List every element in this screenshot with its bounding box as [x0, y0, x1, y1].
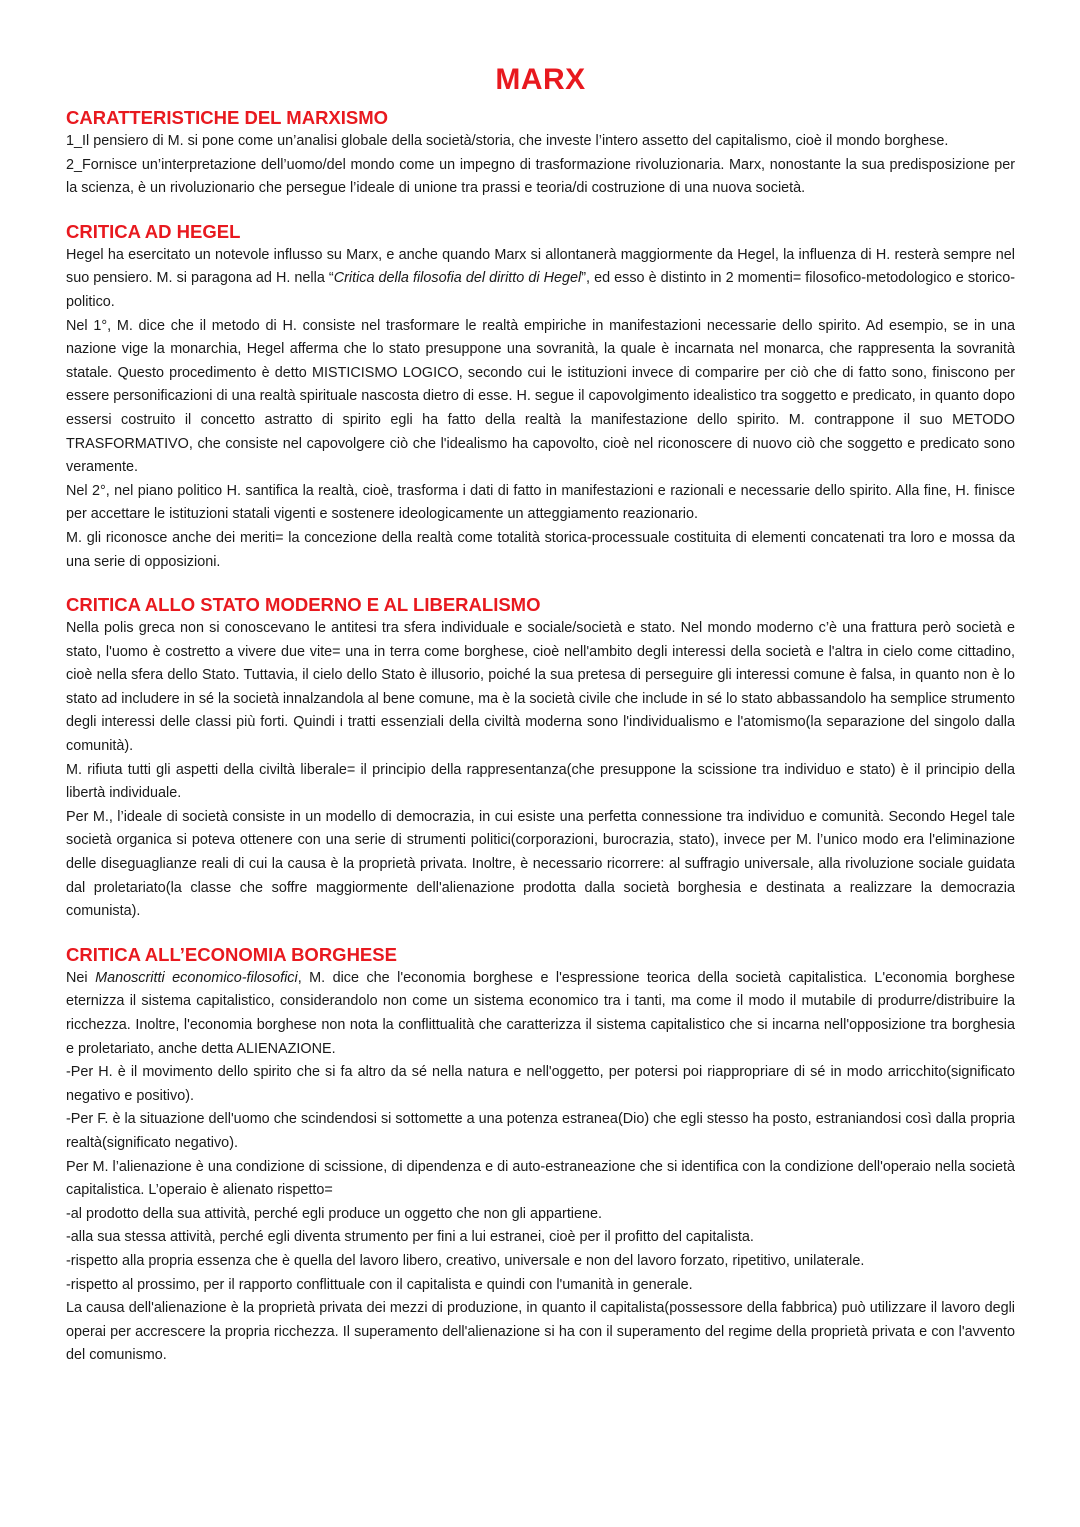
section-heading: CARATTERISTICHE DEL MARXISMO — [66, 107, 389, 128]
section-critica-economia — [66, 943, 1015, 1368]
paragraph: Per M. l’alienazione è una condizione di scissione, di dipendenza e di auto-estraneazione che si identifica con la condizione dell'operaio nella società capitalistica. L’operaio è alienato rispetto= — [66, 1158, 1015, 1199]
section-critica-stato-moderno — [66, 593, 1015, 924]
text-run: , M. dice che l'economia borghese e l'espressione teorica della società capitalistica. L'economia borghese eternizza il sistema capitalistico, considerandolo non come un sistema economico tra i tanti, ma come il modo il mutabile di produrre/distribuire la ricchezza. Inoltre, l'economia borghese non nota la conflittualità che caratterizza il sistema capitalistico che si incarna nell'opposizione tra borghesia e proletariato, anche detta ALIENAZIONE. — [66, 969, 1016, 1057]
list-item: -rispetto al prossimo, per il rapporto conflittuale con il capitalista e quindi con l'umanità in generale. — [66, 1276, 693, 1293]
text-run: Nei — [66, 969, 96, 986]
page-title: MARX — [495, 63, 586, 96]
paragraph: Nella polis greca non si conoscevano le antitesi tra sfera individuale e sociale/società e stato. Nel mondo moderno c’è una frattura però società e stato, l'uomo è costretto a vivere due vite= una in terra come borghese, cioè nell'ambito degli interessi della società e l'altra in cielo come cittadino, cioè nella sfera dello Stato. Tuttavia, il cielo dello Stato è illusorio, poiché la sua pretesa di perseguire gli interessi comune è falsa, in quanto non è lo stato ad includere in sé la società innalzandola al bene comune, ma è la società civile che include in sé lo stato abbassandolo ha semplice strumento degli interessi delle classi più forti. Quindi i tratti essenziali della civiltà moderna sono l'individualismo e l'atomismo(la separazione del singolo dalla comunità). — [66, 620, 1015, 755]
paragraph: 2_Fornisce un’interpretazione dell’uomo/del mondo come un impegno di trasformazione rivoluzionaria. Marx, nonostante la sua predisposizione per la scienza, è un rivoluzionario che persegue l’ideale di unione tra prassi e teoria/di costruzione di una nuova società. — [66, 156, 1015, 197]
paragraph: Nel 2°, nel piano politico H. santifica la realtà, cioè, trasforma i dati di fatto in manifestazioni e razionali e necessarie dello spirito. Alla fine, H. finisce per accettare le istituzioni statali vigenti e sostenere ideologicamente un atteggiamento reazionario. — [66, 482, 1015, 523]
paragraph: Per M., l’ideale di società consiste in un modello di democrazia, in cui esiste una perfetta connessione tra individuo e comunità. Secondo Hegel tale società organica si poteva ottenere con una serie di strumenti politici(corporazioni, burocrazia, stato), invece per M. l’unico modo era l'eliminazione delle diseguaglianze reali di cui la causa è la proprietà privata. Inoltre, è necessario ricorrere: al suffragio universale, alla rivoluzione sociale guidata dal proletariato(la classe che soffre maggiormente dell'alienazione prodotta dalla società borghesia e destinata a realizzare la democrazia comunista). — [66, 808, 1015, 920]
list-item: -alla sua stessa attività, perché egli diventa strumento per fini a lui estranei, cioè per il profitto del capitalista. — [66, 1229, 754, 1246]
work-title: Critica della filosofia del diritto di Hegel — [333, 270, 582, 287]
section-heading: CRITICA ALL’ECONOMIA BORGHESE — [66, 943, 397, 965]
paragraph: Nel 1°, M. dice che il metodo di H. consiste nel trasformare le realtà empiriche in manifestazioni necessarie dello spirito. Ad esempio, se in una nazione vige la monarchia, Hegel afferma che lo stato presuppone una sovranità, la quale è incarnata nel monarca, che rappresenta la sovranità statale. Questo procedimento è detto MISTICISMO LOGICO, secondo cui le istituzioni invece di comparire per ciò che di fatto sono, finiscono per essere personificazioni di una realtà spirituale nascosta dietro di esse. H. segue il capovolgimento idealistico tra soggetto e predicato, in quanto dopo essersi costruito il concetto astratto di spirito egli ha fatto della realtà la manifestazione dello spirito. M. contrappone il suo METODO TRASFORMATIVO, che consiste nel capovolgere ciò che l'idealismo ha capovolto, cioè nel riconoscere di nuovo ciò che soggetto e predicato sono veramente. — [66, 317, 1015, 476]
text-run: ”, ed esso è distinto in 2 momenti= filosofico-metodologico e storico-politico. — [66, 270, 1015, 310]
text-run: Hegel ha esercitato un notevole influsso su Marx, e anche quando Marx si allontanerà maggiormente da Hegel, la influenza di H. resterà sempre nel suo pensiero. M. si paragona ad H. nella “ — [66, 246, 1015, 287]
paragraph: M. rifiuta tutti gli aspetti della civiltà liberale= il principio della rappresentanza(che presuppone la scissione tra individuo e stato) è il principio della libertà individuale. — [66, 761, 1015, 802]
paragraph — [66, 244, 1015, 315]
paragraph: La causa dell'alienazione è la proprietà privata dei mezzi di produzione, in quanto il capitalista(possessore della fabbrica) può utilizzare il lavoro degli operai per accrescere la propria ricchezza. Il superamento dell'alienazione si ha con il superamento del regime della proprietà privata e con l'avvento del comunismo. — [66, 1300, 1015, 1364]
paragraph: -Per H. è il movimento dello spirito che si fa altro da sé nella natura e nell'oggetto, per potersi poi riappropriare di sé in modo arricchito(significato negativo e positivo). — [66, 1064, 1015, 1104]
list-item: -rispetto alla propria essenza che è quella del lavoro libero, creativo, universale e non del lavoro forzato, ripetitivo, unilaterale. — [66, 1252, 865, 1269]
section-critica-hegel — [66, 220, 1015, 574]
paragraph: -Per F. è la situazione dell'uomo che scindendosi si sottomette a una potenza estranea(Dio) che egli stesso ha posto, estraniandosi così dalla propria realtà(significato negativo). — [66, 1111, 1015, 1151]
section-heading: CRITICA ALLO STATO MODERNO E AL LIBERALISMO — [66, 594, 541, 616]
work-title: Manoscritti economico-filosofici — [95, 969, 298, 986]
document-page — [66, 62, 1015, 1387]
section-caratteristiche — [66, 106, 1015, 201]
section-heading: CRITICA AD HEGEL — [66, 220, 241, 242]
paragraph: M. gli riconosce anche dei meriti= la concezione della realtà come totalità storica-processuale costituita di elementi concatenati tra loro e mossa da una serie di opposizioni. — [66, 529, 1015, 570]
list-item: -al prodotto della sua attività, perché egli produce un oggetto che non gli appartiene. — [66, 1205, 603, 1222]
paragraph: 1_Il pensiero di M. si pone come un’analisi globale della società/storia, che investe l’intero assetto del capitalismo, cioè il mondo borghese. — [66, 133, 949, 149]
paragraph — [66, 967, 1015, 1061]
